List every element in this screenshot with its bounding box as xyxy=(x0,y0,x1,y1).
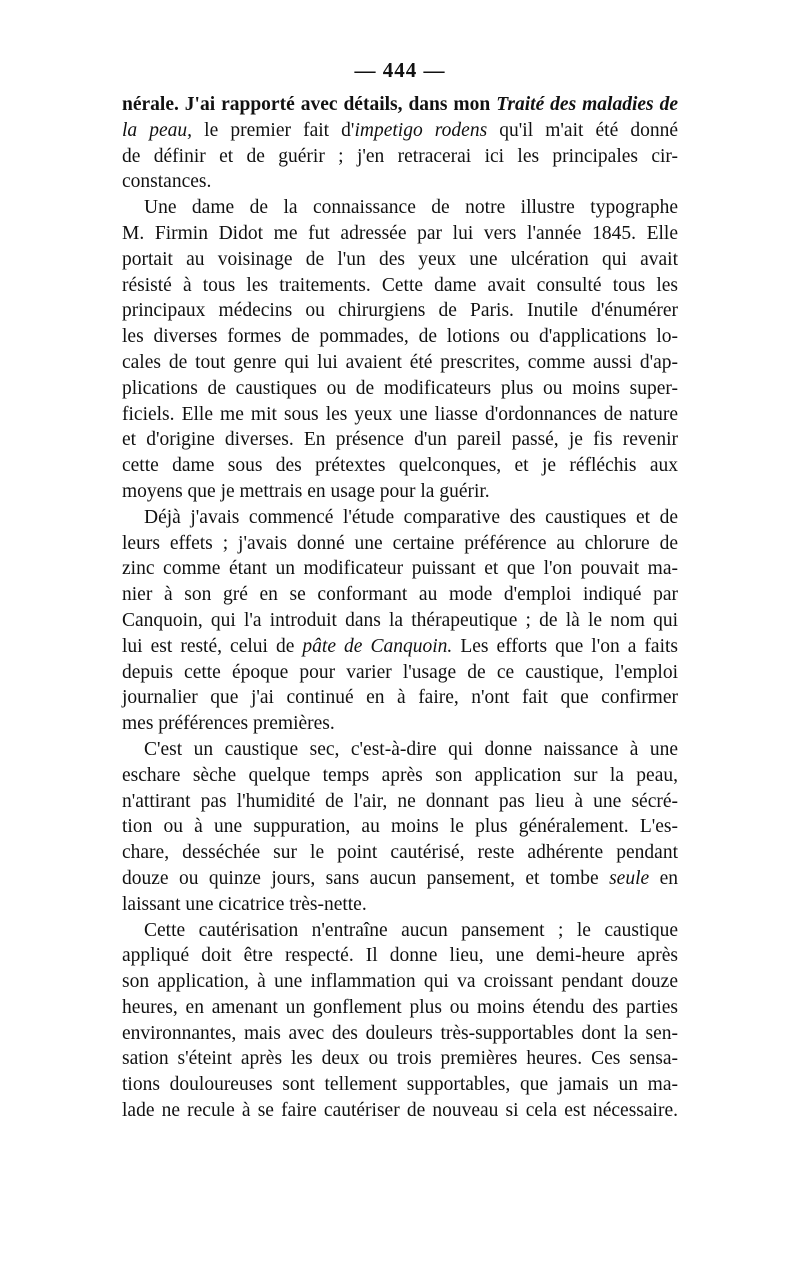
text-segment: de définir et de guérir ; j'en retracerai ici les principales cir- xyxy=(122,145,678,167)
italic-text: impetigo rodens xyxy=(354,119,488,141)
text-line xyxy=(122,814,678,840)
text-segment: M. Firmin Didot me fut adressée par lui vers l'année 1845. Elle xyxy=(122,222,678,244)
text-segment: mes préférences premières. xyxy=(122,713,335,735)
text-segment: et d'origine diverses. En présence d'un pareil passé, je fis revenir xyxy=(122,429,678,451)
text-segment: cales de tout genre qui lui avaient été prescrites, comme aussi d'ap- xyxy=(122,351,678,373)
text-line xyxy=(122,92,678,118)
text-line xyxy=(122,324,678,350)
text-line xyxy=(122,789,678,815)
text-line xyxy=(122,608,678,634)
text-segment: n'attirant pas l'humidité de l'air, ne donnant pas lieu à une sécré- xyxy=(122,790,678,812)
text-segment: résisté à tous les traitements. Cette dame avait consulté tous les xyxy=(122,274,678,296)
italic-text: la peau, xyxy=(122,119,193,141)
text-segment: heures, en amenant un gonflement plus ou moins étendu des parties xyxy=(122,996,678,1018)
text-line xyxy=(122,582,678,608)
text-line xyxy=(122,763,678,789)
text-line xyxy=(122,169,678,195)
text-line xyxy=(122,531,678,557)
text-segment: principaux médecins ou chirurgiens de Paris. Inutile d'énumérer xyxy=(122,300,678,322)
text-line xyxy=(122,918,678,944)
text-segment: ficiels. Elle me mit sous les yeux une liasse d'ordonnances de nature xyxy=(122,403,678,425)
text-line xyxy=(122,840,678,866)
text-segment: Une dame de la connaissance de notre illustre typographe xyxy=(144,197,678,219)
text-line xyxy=(122,634,678,660)
text-line xyxy=(122,402,678,428)
text-segment: laissant une cicatrice très-nette. xyxy=(122,893,367,915)
text-line xyxy=(122,273,678,299)
text-line xyxy=(122,1021,678,1047)
text-line xyxy=(122,685,678,711)
text-line xyxy=(122,144,678,170)
text-segment: plications de caustiques ou de modificateurs plus ou moins super- xyxy=(122,377,678,399)
text-line xyxy=(122,943,678,969)
text-segment: les diverses formes de pommades, de lotions ou d'applications lo- xyxy=(122,326,678,348)
text-segment: le premier fait d' xyxy=(192,119,355,141)
text-line xyxy=(122,247,678,273)
text-line xyxy=(122,737,678,763)
text-segment: douze ou quinze jours, sans aucun pansement, et tombe xyxy=(122,867,610,889)
text-segment: en xyxy=(649,867,678,889)
text-segment: leurs effets ; j'avais donné une certaine préférence au chlorure de xyxy=(122,532,678,554)
text-segment: nérale. J'ai rapporté avec détails, dans mon xyxy=(122,94,497,115)
text-line xyxy=(122,221,678,247)
text-line xyxy=(122,118,678,144)
text-line xyxy=(122,660,678,686)
text-line xyxy=(122,453,678,479)
italic-text: Traité des maladies de xyxy=(496,94,678,115)
text-segment: son application, à une inflammation qui va croissant pendant douze xyxy=(122,971,678,993)
text-line xyxy=(122,995,678,1021)
text-line xyxy=(122,1046,678,1072)
text-segment: Canquoin, qui l'a introduit dans la thérapeutique ; de là le nom qui xyxy=(122,609,678,631)
text-segment: Déjà j'avais commencé l'étude comparative des caustiques et de xyxy=(144,506,678,528)
text-line xyxy=(122,892,678,918)
body-text xyxy=(122,92,678,1124)
text-segment: nier à son gré en se conformant au mode d'emploi indiqué par xyxy=(122,584,678,606)
text-segment: environnantes, mais avec des douleurs très-supportables dont la sen- xyxy=(122,1022,678,1044)
text-segment: cette dame sous des prétextes quelconques, et je réfléchis aux xyxy=(122,455,678,477)
text-segment: qu'il m'ait été donné xyxy=(487,119,679,141)
page-number: — 444 — xyxy=(354,58,446,82)
text-segment: appliqué doit être respecté. Il donne lieu, une demi-heure après xyxy=(122,945,678,967)
text-segment: sation s'éteint après les deux ou trois premières heures. Ces sensa- xyxy=(122,1048,678,1070)
text-segment: Les efforts que l'on a faits xyxy=(452,635,679,657)
italic-text: pâte de Canquoin. xyxy=(302,635,453,657)
text-line xyxy=(122,350,678,376)
text-line xyxy=(122,1098,678,1124)
text-segment: eschare sèche quelque temps après son application sur la peau, xyxy=(122,764,678,786)
text-line xyxy=(122,195,678,221)
text-segment: journalier que j'ai continué en à faire, n'ont fait que confirmer xyxy=(122,687,678,709)
text-segment: Cette cautérisation n'entraîne aucun pansement ; le caustique xyxy=(144,919,678,941)
text-line xyxy=(122,505,678,531)
text-segment: constances. xyxy=(122,171,212,193)
text-segment: moyens que je mettrais en usage pour la guérir. xyxy=(122,480,490,502)
text-segment: tions douloureuses sont tellement supportables, que jamais un ma- xyxy=(122,1074,678,1096)
text-line xyxy=(122,866,678,892)
text-segment: tion ou à une suppuration, au moins le plus généralement. L'es- xyxy=(122,816,678,838)
text-line xyxy=(122,556,678,582)
text-segment: lui est resté, celui de xyxy=(122,635,303,657)
text-line xyxy=(122,711,678,737)
text-line xyxy=(122,427,678,453)
text-segment: zinc comme étant un modificateur puissant et que l'on pouvait ma- xyxy=(122,558,678,580)
text-segment: C'est un caustique sec, c'est-à-dire qui donne naissance à une xyxy=(144,738,678,760)
text-line xyxy=(122,298,678,324)
text-line xyxy=(122,479,678,505)
text-segment: depuis cette époque pour varier l'usage de ce caustique, l'emploi xyxy=(122,661,678,683)
text-segment: portait au voisinage de l'un des yeux une ulcération qui avait xyxy=(122,248,678,270)
italic-text: seule xyxy=(609,867,650,889)
text-line xyxy=(122,376,678,402)
text-line xyxy=(122,1072,678,1098)
text-segment: lade ne recule à se faire cautériser de nouveau si cela est nécessaire. xyxy=(122,1100,678,1122)
text-line xyxy=(122,969,678,995)
text-segment: chare, desséchée sur le point cautérisé, reste adhérente pendant xyxy=(122,842,678,864)
